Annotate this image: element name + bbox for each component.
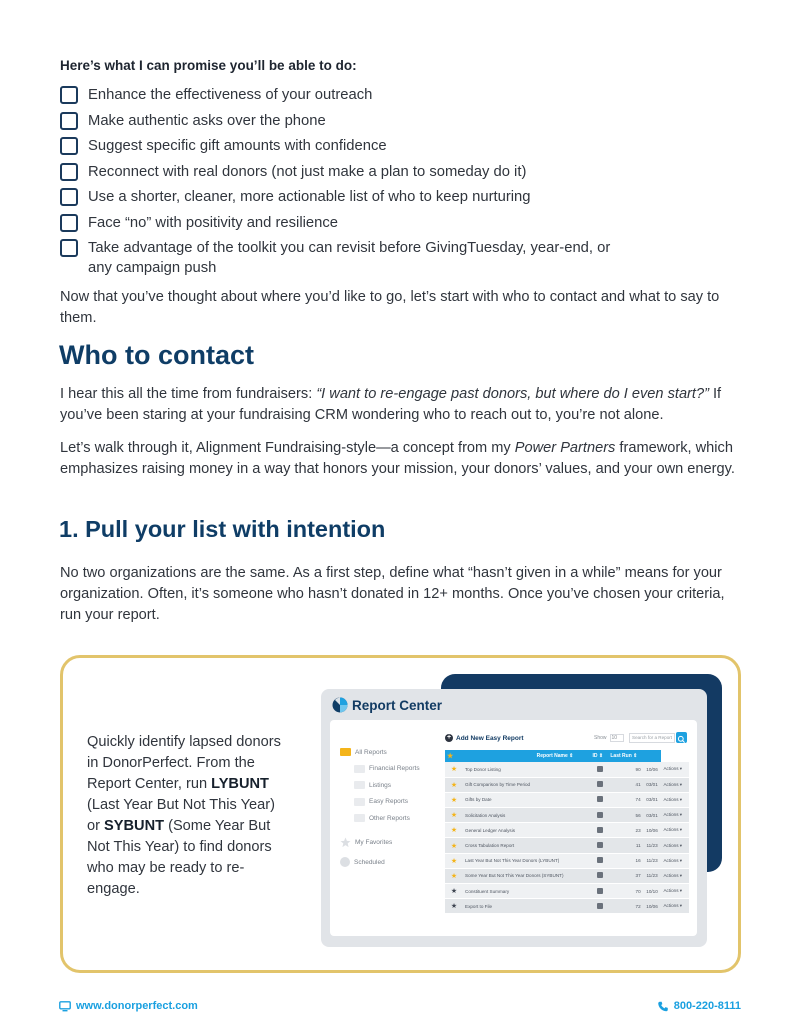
report-name: Solicitation Analysis [465,812,506,818]
checklist-item-label: Suggest specific gift amounts with confidence [88,138,387,154]
table-row[interactable] [445,777,689,792]
computer-icon [59,1001,71,1012]
report-center-screenshot [321,689,707,947]
report-center-panel [330,720,697,936]
column-header-report-name[interactable]: Report Name ⇕ [463,750,587,762]
plus-icon: + [446,734,452,741]
checkbox-icon[interactable] [60,137,78,155]
favorite-toggle[interactable] [445,884,463,899]
last-run-cell: 03/01 [643,792,662,807]
favorite-toggle[interactable] [445,868,463,883]
callout-text [87,732,287,900]
report-name: Last Year But Not This Year Donors (LYBUNT) [465,858,560,864]
report-name-cell[interactable] [463,868,587,883]
table-row[interactable] [445,884,689,899]
hear-paragraph [60,384,740,426]
favorite-toggle[interactable] [445,899,463,914]
table-row[interactable] [445,838,689,853]
checklist-item [60,187,750,207]
report-name-cell[interactable] [463,884,587,899]
last-run-cell: 11/23 [643,838,662,853]
walk-rest: framework, which emphasizes raising money in a way that honors your mission, your donors’ values, and your own energy. [60,440,735,477]
folder-icon [354,765,365,773]
last-run-cell: 03/01 [643,777,662,792]
table-row[interactable] [445,868,689,883]
sidebar-item-other-reports[interactable] [340,810,440,827]
report-table-header [445,750,689,762]
actions-menu[interactable]: Actions ▾ [661,823,689,838]
star-icon: ★ [450,857,458,865]
report-id-cell: 70 [605,884,643,899]
folder-icon [354,781,365,789]
report-sidebar [340,744,440,871]
report-name: Cross Tabulation Report [465,843,515,849]
star-icon: ★ [450,781,458,789]
callout-text-2: (Last Year But Not This Year) or [87,797,275,834]
report-id-cell: 41 [605,777,643,792]
sidebar-item-easy-reports[interactable] [340,794,440,811]
checklist-item-label: Reconnect with real donors (not just make a plan to someday do it) [88,163,527,180]
star-icon: ★ [450,796,458,804]
report-name: Some Year But Not This Year Donors (SYBUNT) [465,873,564,879]
report-name-cell[interactable] [463,808,587,823]
report-name: Export to File [465,903,493,909]
checklist-item [60,85,750,105]
table-row[interactable] [445,899,689,914]
checklist-item-label: Take advantage of the toolkit you can revisit before GivingTuesday, year-end, or any campaign push [88,240,611,276]
star-icon: ★ [450,812,458,820]
sidebar-item-label: Scheduled [354,858,385,866]
checklist-item-label: Enhance the effectiveness of your outreach [88,87,373,103]
report-name: Constituent Summary [465,888,510,894]
report-type-cell [587,823,605,838]
report-list-area [445,734,689,911]
phone-icon [657,1001,669,1012]
checklist-item [60,213,750,233]
actions-menu[interactable]: Actions ▾ [661,792,689,807]
footer-phone[interactable] [657,1000,741,1012]
star-icon: ★ [450,888,458,896]
footer-website[interactable] [59,1000,198,1012]
report-id-cell: 11 [605,838,643,853]
report-type-icon [597,872,603,878]
last-run-cell: 11/23 [643,868,662,883]
report-name-cell[interactable] [463,899,587,914]
last-run-cell: 10/10 [643,884,662,899]
report-id-cell: 37 [605,868,643,883]
walk-paragraph [60,438,740,480]
checklist-item [60,136,750,156]
star-icon: ★ [450,827,458,835]
table-row[interactable] [445,853,689,868]
checklist-item-label: Face “no” with positivity and resilience [88,214,339,231]
report-center-header [332,697,442,713]
sidebar-item-listings[interactable] [340,777,440,794]
report-type-cell [587,884,605,899]
table-row[interactable] [445,762,689,777]
promise-heading: Here’s what I can promise you’ll be able to do: [60,58,357,73]
checkbox-icon[interactable] [60,86,78,104]
actions-menu[interactable]: Actions ▾ [661,884,689,899]
report-type-icon [597,796,603,802]
actions-menu[interactable]: Actions ▾ [661,838,689,853]
lybunt-term: LYBUNT [211,776,269,792]
table-row[interactable] [445,823,689,838]
checkbox-icon[interactable] [60,163,78,181]
report-name: Top Donor Listing [465,766,501,772]
folder-icon [354,798,365,806]
report-id-cell: 56 [605,808,643,823]
favorite-toggle[interactable] [445,838,463,853]
actions-column-header [643,750,662,762]
folder-open-icon [340,748,351,756]
sidebar-item-label: Other Reports [369,814,410,822]
report-id-cell: 74 [605,792,643,807]
callout-text-3: (Some Year But Not This Year) to find donors who may be ready to re-engage. [87,818,272,897]
report-name: Gifts by Date [465,797,492,803]
star-icon: ★ [450,903,458,911]
criteria-paragraph: No two organizations are the same. As a first step, define what “hasn’t given in a while” means for your organization. Often, it’s someone who hasn’t donated in 12+ months. Once you’ve chosen your criteria, run your report. [60,565,725,623]
checklist-item [60,162,750,182]
search-button[interactable] [676,732,687,743]
column-header-last-run[interactable]: Last Run ⇕ [605,750,643,762]
clock-icon [340,857,350,867]
search-icon [676,734,687,745]
last-run-cell: 11/23 [643,853,662,868]
sidebar-item-label: Financial Reports [369,765,420,773]
report-name-cell[interactable] [463,853,587,868]
actions-menu[interactable]: Actions ▾ [661,777,689,792]
actions-menu[interactable]: Actions ▾ [661,868,689,883]
report-name-cell[interactable] [463,823,587,838]
favorite-toggle[interactable] [445,792,463,807]
sidebar-item-favorites[interactable] [340,835,440,852]
report-type-cell [587,853,605,868]
checklist-item [60,111,750,131]
report-type-cell [587,838,605,853]
report-name-cell[interactable] [463,777,587,792]
sidebar-item-financial-reports[interactable] [340,761,440,778]
report-id-cell: 72 [605,899,643,914]
favorite-toggle[interactable] [445,823,463,838]
actions-menu[interactable]: Actions ▾ [661,762,689,777]
show-label: Show [594,735,607,741]
checkbox-icon[interactable] [60,112,78,130]
table-row[interactable] [445,808,689,823]
sybunt-term: SYBUNT [104,818,165,834]
report-type-cell [587,762,605,777]
section-heading-who-to-contact: Who to contact [59,340,254,370]
checkbox-icon[interactable] [60,239,78,257]
report-name-cell[interactable] [463,838,587,853]
star-icon: ★ [450,766,458,774]
checklist-item [60,238,750,278]
report-id-cell: 23 [605,823,643,838]
star-icon: ★ [447,753,454,760]
star-icon: ★ [450,872,458,880]
hear-quote: “I want to re-engage past donors, but where do I even start?” [316,386,709,402]
add-easy-report-label: Add New Easy Report [456,734,524,742]
section-heading-pull-list: 1. Pull your list with intention [59,516,386,542]
report-type-cell [587,792,605,807]
report-type-icon [597,857,603,863]
report-type-icon [597,827,603,833]
walk-framework: Power Partners [514,440,616,456]
sidebar-item-label: Easy Reports [369,798,409,806]
actions-menu[interactable]: Actions ▾ [661,899,689,914]
report-type-icon [597,781,603,787]
report-type-icon [597,812,603,818]
hear-lead: I hear this all the time from fundraisers: [60,386,317,402]
actions-menu[interactable]: Actions ▾ [661,808,689,823]
walk-lead: Let’s walk through it, Alignment Fundraising-style—a concept from my [60,440,515,456]
star-icon: ★ [450,842,458,850]
promise-checklist [60,85,750,284]
report-name: Gift Comparison by Time Period [465,782,531,788]
report-type-cell [587,868,605,883]
donorperfect-callout [60,655,741,973]
sidebar-item-label: All Reports [355,748,387,756]
last-run-cell: 10/06 [643,823,662,838]
report-name-cell[interactable] [463,762,587,777]
report-type-icon [597,842,603,848]
sidebar-item-scheduled[interactable] [340,854,440,871]
hear-rest: If you’ve been staring at your fundraising CRM wondering who to reach out to, you’re not alone. [60,386,722,423]
sidebar-item-all-reports[interactable] [340,744,440,761]
favorite-toggle[interactable] [445,762,463,777]
column-header-id[interactable]: ID ⇕ [587,750,605,762]
report-type-cell [587,808,605,823]
page-size-select[interactable]: 10 [610,734,624,742]
report-id-cell: 90 [605,762,643,777]
table-row[interactable] [445,792,689,807]
report-type-icon [597,903,603,909]
checklist-item-label: Use a shorter, cleaner, more actionable list of who to keep nurturing [88,189,531,205]
report-type-cell [587,899,605,914]
actions-menu[interactable]: Actions ▾ [661,853,689,868]
report-id-cell: 16 [605,853,643,868]
favorite-toggle[interactable] [445,853,463,868]
report-center-title: Report Center [352,697,443,713]
last-run-cell: 03/01 [643,808,662,823]
callout-text-1: Quickly identify lapsed donors in DonorPerfect. From the Report Center, run [87,734,281,792]
report-type-cell [587,777,605,792]
report-name: General Ledger Analysis [465,827,516,833]
folder-icon [354,814,365,822]
intro-paragraph: Now that you’ve thought about where you’d like to go, let’s start with who to contact and what to say to them. [60,289,720,326]
star-icon [340,837,351,848]
donorperfect-logo-icon [332,697,348,713]
website-link[interactable]: www.donorperfect.com [76,1000,198,1012]
last-run-cell: 10/06 [643,899,662,914]
favorite-toggle[interactable] [445,777,463,792]
last-run-cell: 10/06 [643,762,662,777]
report-name-cell[interactable] [463,792,587,807]
checkbox-icon[interactable] [60,214,78,232]
page-size-control [594,734,624,742]
phone-number[interactable]: 800-220-8111 [673,1000,741,1012]
report-table [445,750,689,914]
report-search-input[interactable]: Search for a Report [629,733,675,743]
sidebar-item-label: Listings [369,781,392,789]
report-type-icon [597,766,603,772]
checkbox-icon[interactable] [60,188,78,206]
report-type-icon [597,888,603,894]
favorite-toggle[interactable] [445,808,463,823]
sidebar-item-label: My Favorites [355,839,393,847]
checklist-item-label: Make authentic asks over the phone [88,112,326,129]
favorite-column-header [445,750,463,762]
